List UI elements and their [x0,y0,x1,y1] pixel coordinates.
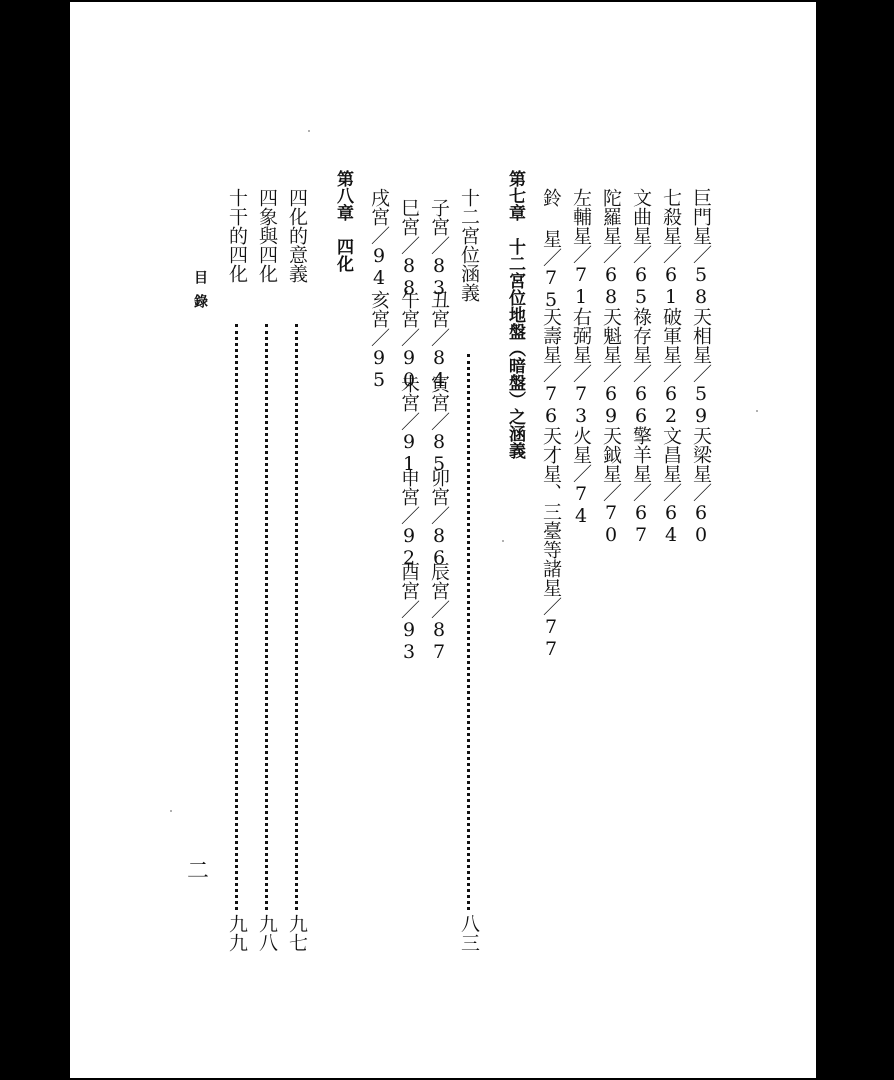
palace-col-3-a: 戌宮／94 [368,188,390,289]
palace-col-2-a: 巳宮／88 [398,198,420,299]
palace-col-2-e: 酉宮／93 [398,562,420,663]
palace-col-2-d: 申宮／92 [398,468,420,569]
toc-col-2-c: 文昌星／64 [660,426,682,546]
chapter8-entry-1: 四化的意義 [286,188,308,283]
toc-col-6-a: 鈴 星／75 [540,188,562,311]
toc-col-1-b: 天相星／59 [690,307,712,427]
chapter8-heading: 第八章 四化 [333,170,353,272]
toc-col-4-c: 天鉞星／70 [600,426,622,546]
toc-col-4-b: 天魁星／69 [600,307,622,427]
chapter7-heading: 第七章 十二宮位地盤（暗盤）之涵義 [505,170,525,459]
chapter8-entry-3: 十干的四化 [226,188,248,283]
scan-speck [308,130,310,132]
toc-col-3-a: 文曲星／65 [630,188,652,308]
page-folio: 二 [187,859,210,884]
palace-col-1-d: 卯宮／86 [428,468,450,569]
palace-col-1-a: 子宮／83 [428,198,450,299]
palace-col-2-b: 午宮／90 [398,290,420,391]
palace-col-3-b: 亥宮／95 [368,290,390,391]
scan-speck [170,810,172,812]
toc-col-3-b: 祿存星／66 [630,307,652,427]
chapter8-leader-dots-3 [235,324,238,910]
palace-col-1-c: 寅宮／85 [428,374,450,475]
toc-col-6-b: 天壽星／76 [540,307,562,427]
toc-col-1-c: 天梁星／60 [690,426,712,546]
running-header: 目錄 [192,270,208,318]
chapter7-page: 八三 [458,914,480,952]
chapter8-leader-dots-1 [295,324,298,910]
book-page [70,2,816,1078]
chapter8-leader-dots-2 [265,324,268,910]
scan-speck [502,540,504,542]
chapter8-entry-2: 四象與四化 [256,188,278,283]
toc-col-2-a: 七殺星／61 [660,188,682,308]
chapter8-page-2: 九八 [256,914,278,952]
chapter8-page-1: 九七 [286,914,308,952]
chapter7-leader-dots [467,354,470,910]
toc-col-5-b: 右弼星／73 [570,307,592,427]
palace-col-2-c: 未宮／91 [398,374,420,475]
toc-col-1-a: 巨門星／58 [690,188,712,308]
toc-col-2-b: 破軍星／62 [660,307,682,427]
chapter8-page-3: 九九 [226,914,248,952]
chapter7-entry: 十二宮位涵義 [458,188,480,302]
palace-col-1-b: 丑宮／84 [428,290,450,391]
toc-col-4-a: 陀羅星／68 [600,188,622,308]
toc-col-5-c: 火星／74 [570,426,592,527]
toc-col-6-c: 天才星、三臺等諸星／77 [540,426,562,660]
scan-speck [756,410,758,412]
toc-col-3-c: 擎羊星／67 [630,426,652,546]
toc-col-5-a: 左輔星／71 [570,188,592,308]
palace-col-1-e: 辰宮／87 [428,562,450,663]
